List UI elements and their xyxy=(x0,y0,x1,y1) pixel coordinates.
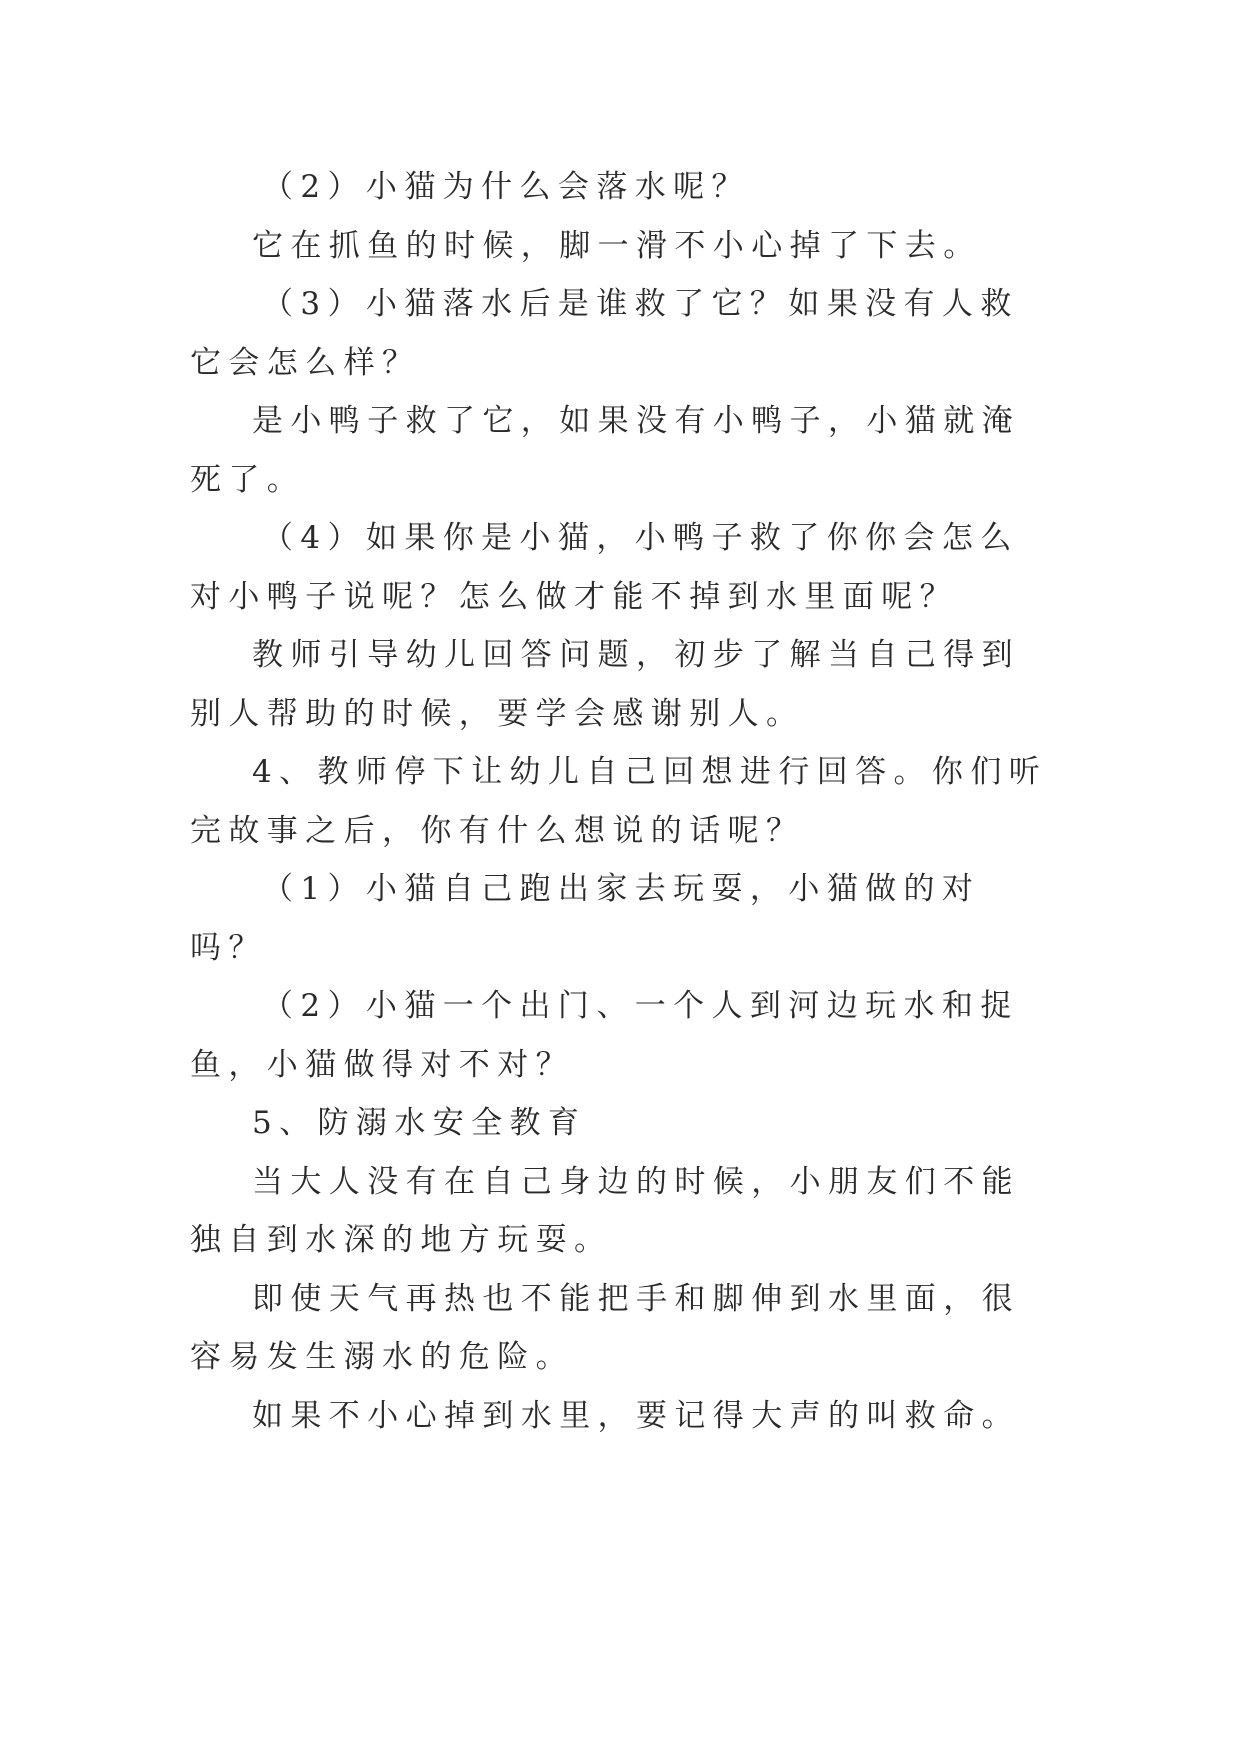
step-5-heading: 5、防溺水安全教育 xyxy=(252,1105,587,1141)
answer-3-paragraph: 是小鸭子救了它，如果没有小鸭子，小猫就淹死了。 xyxy=(190,403,1020,498)
document-body xyxy=(190,158,1052,1445)
step-4-question-2-paragraph: （2）小猫一个出门、一个人到河边玩水和捉鱼，小猫做得对不对？ xyxy=(190,988,1019,1083)
safety-rule-3-paragraph: 如果不小心掉到水里，要记得大声的叫救命。 xyxy=(252,1397,1020,1434)
step-4-paragraph: 4、教师停下让幼儿自己回想进行回答。你们听完故事之后，你有什么想说的话呢？ xyxy=(190,754,1048,849)
question-3-paragraph: （3）小猫落水后是谁救了它？如果没有人救它会怎么样？ xyxy=(190,286,1019,381)
safety-rule-2-paragraph: 即使天气再热也不能把手和脚伸到水里面，很容易发生溺水的危险。 xyxy=(190,1280,1020,1375)
teacher-guidance-paragraph: 教师引导幼儿回答问题，初步了解当自己得到别人帮助的时候，要学会感谢别人。 xyxy=(190,637,1020,732)
question-2-paragraph: （2）小猫为什么会落水呢？ xyxy=(262,169,750,205)
safety-rule-1-paragraph: 当大人没有在自己身边的时候，小朋友们不能独自到水深的地方玩耍。 xyxy=(190,1163,1020,1258)
question-4-paragraph: （4）如果你是小猫，小鸭子救了你你会怎么对小鸭子说呢？怎么做才能不掉到水里面呢？ xyxy=(190,520,1019,615)
step-4-question-1-paragraph: （1）小猫自己跑出家去玩耍，小猫做的对吗？ xyxy=(190,871,981,966)
answer-2-paragraph: 它在抓鱼的时候，脚一滑不小心掉了下去。 xyxy=(252,227,982,264)
